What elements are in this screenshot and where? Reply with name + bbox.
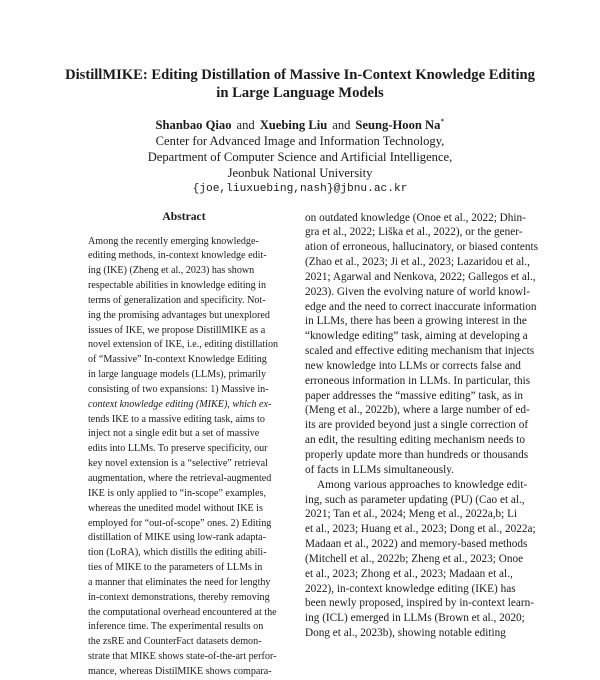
affiliation-line: Jeonbuk National University — [227, 166, 373, 181]
abstract-line: ing (IKE) (Zheng et al., 2023) has shown — [88, 265, 255, 277]
affiliation-line: Center for Advanced Image and Information Technology, — [155, 134, 445, 149]
affiliation-line: Department of Computer Science and Artificial Intelligence, — [147, 150, 453, 165]
body-line: scaled and effective editing mechanism that injects — [305, 345, 535, 358]
body-line: ation of erroneous, hallucinatory, or biased contents — [305, 241, 538, 254]
abstract-line: novel extension of IKE, i.e., editing distillation — [88, 339, 279, 351]
body-line: its are provided beyond just a single correction of — [305, 419, 529, 432]
abstract-line: distillation of MIKE using low-rank adapta- — [88, 532, 267, 544]
abstract-line: terms of generalization and specificity. Not- — [88, 294, 266, 306]
abstract-line: whereas the unedited model without IKE is — [88, 502, 263, 514]
body-line: ing, such as parameter updating (PU) (Cao et al., — [305, 493, 525, 506]
abstract-line: the zsRE and CounterFact datasets demon- — [88, 636, 262, 648]
body-line: 2021; Agarwal and Nenkova, 2022; Gallegos et al., — [305, 270, 536, 283]
abstract-line: a manner that eliminates the need for lengthy — [88, 576, 271, 588]
abstract-line: Among the recently emerging knowledge- — [88, 235, 259, 247]
body-line: (Mitchell et al., 2022b; Zheng et al., 2023; Onoe — [305, 552, 524, 565]
author-block — [0, 114, 600, 197]
introduction-body — [305, 211, 538, 641]
author-conjunction: and — [332, 118, 351, 133]
abstract-line: context knowledge editing (MIKE), which ex- — [88, 398, 272, 410]
abstract-line: the computational overhead encountered at the — [88, 606, 277, 618]
body-line: been newly proposed, inspired by in-context learn- — [305, 597, 534, 610]
abstract-line: tends IKE to a massive editing task, aims to — [88, 413, 265, 425]
abstract-line: strate that MIKE shows state-of-the-art perfor- — [88, 651, 277, 663]
abstract-line: in-context demonstrations, thereby removing — [88, 591, 270, 603]
abstract-body — [88, 235, 280, 680]
abstract-heading: Abstract — [162, 210, 206, 223]
abstract-line: consisting of two expansions: 1) Massive in- — [88, 383, 269, 395]
abstract-line: inject not a single edit but a set of massive — [88, 428, 260, 440]
title-line: DistillMIKE: Editing Distillation of Massive In-Context Knowledge Editing — [65, 67, 535, 83]
abstract-line: ing the promising advantages but unexplored — [88, 309, 270, 321]
abstract-line: edits into LLMs. To preserve specificity, our — [88, 443, 268, 455]
corresponding-author-mark: * — [440, 117, 445, 126]
body-line: new knowledge into LLMs or corrects false and — [305, 359, 521, 372]
body-line: properly update more than hundreds or thousands — [305, 449, 529, 461]
abstract-line: mance, whereas DistilMIKE shows compara- — [88, 665, 272, 677]
body-line: 2021; Tan et al., 2024; Meng et al., 2022a,b; Li — [305, 508, 518, 521]
body-line: ing (ICL) emerged in LLMs (Brown et al., 2020; — [305, 612, 525, 625]
body-line: of facts in LLMs simultaneously. — [305, 463, 454, 476]
paper-title — [0, 67, 600, 102]
author-name: Shanbao Qiao — [155, 118, 232, 133]
abstract-line: augmentation, where the retrieval-augmented — [88, 473, 272, 484]
abstract-line: key novel extension is a “selective” retrieval — [88, 458, 268, 470]
body-line: (Zhao et al., 2023; Ji et al., 2023; Lazaridou et al., — [305, 256, 530, 269]
body-line: “knowledge editing” task, aiming at developing a — [305, 330, 528, 343]
abstract-line: respectable abilities in knowledge editing in — [88, 280, 266, 292]
body-line: on outdated knowledge (Onoe et al., 2022; Dhin- — [305, 211, 526, 224]
body-line: an edit, the resulting editing mechanism needs to — [305, 434, 525, 447]
author-name: Seung-Hoon Na — [355, 118, 441, 133]
abstract-line: of “Massive” In-context Knowledge Editing — [88, 354, 267, 366]
abstract-line: inference time. The experimental results on — [88, 621, 264, 633]
body-line: 2023). Given the evolving nature of world knowl- — [305, 285, 530, 298]
body-line: gra et al., 2022; Liška et al., 2022), or the gener- — [305, 226, 523, 239]
author-email: {joe,liuxuebing,nash}@jbnu.ac.kr — [192, 183, 408, 196]
body-line: edge and the need to correct inaccurate information — [305, 300, 537, 313]
abstract-line: employed for “out-of-scope” ones. 2) Editing — [88, 517, 272, 529]
body-line: Among various approaches to knowledge edit- — [317, 478, 528, 491]
author-names — [0, 114, 600, 133]
body-line: et al., 2023; Zhong et al., 2023; Madaan et al., — [305, 567, 513, 580]
abstract-line: in large language models (LLMs), primarily — [88, 369, 267, 381]
body-line: paper addresses the “massive editing” task, as in — [305, 389, 524, 402]
abstract-line: editing methods, in-context knowledge edit- — [88, 250, 267, 262]
abstract-line: tion (LoRA), which distills the editing abili- — [88, 547, 267, 559]
abstract-line: issues of IKE, we propose DistillMIKE as a — [88, 324, 266, 336]
body-line: Dong et al., 2023b), showing notable editing — [305, 627, 506, 640]
body-line: 2022), in-context knowledge editing (IKE) has — [305, 582, 516, 595]
author-conjunction: and — [236, 118, 255, 133]
body-line: erroneous information in LLMs. In particular, this — [305, 374, 531, 387]
abstract-line: ties of MIKE to the parameters of LLMs in — [88, 562, 263, 574]
author-name: Xuebing Liu — [259, 118, 328, 133]
body-line: et al., 2023; Huang et al., 2023; Dong et al., 2022a; — [305, 523, 536, 536]
body-line: Madaan et al., 2022) and memory-based methods — [305, 538, 528, 551]
abstract-line: IKE is only applied to “in-scope” examples, — [88, 487, 266, 499]
body-line: in LLMs, there has been a growing interest in the — [305, 315, 527, 328]
body-line: (Meng et al., 2022b), where a large number of ed- — [305, 404, 530, 417]
title-line: in Large Language Models — [216, 84, 384, 101]
